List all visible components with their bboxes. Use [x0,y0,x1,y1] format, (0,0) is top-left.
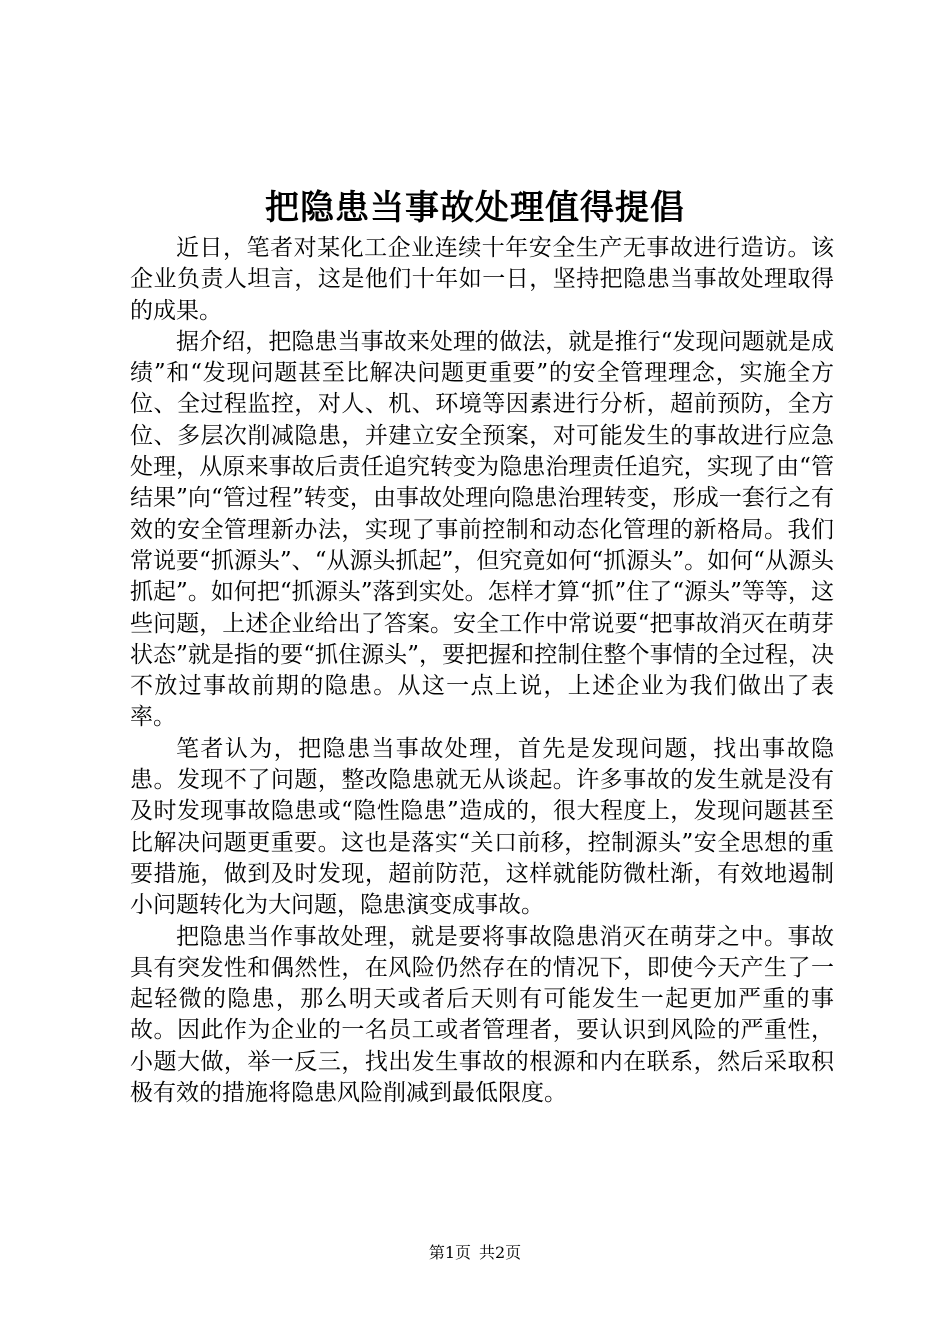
paragraph: 把隐患当作事故处理，就是要将事故隐患消灭在萌芽之中。事故具有突发性和偶然性，在风险仍然存在的情况下，即使今天产生了一起轻微的隐患，那么明天或者后天则有可能发生一起更加严重的事故。因此作为企业的一名员工或者管理者，要认识到风险的严重性，小题大做，举一反三，找出发生事故的根源和内在联系，然后采取积极有效的措施将隐患风险削减到最低限度。 [130,923,834,1107]
document-title: 把隐患当事故处理值得提倡 [265,188,685,228]
paragraph: 据介绍，把隐患当事故来处理的做法，就是推行“发现问题就是成绩”和“发现问题甚至比解决问题更重要”的安全管理理念，实施全方位、全过程监控，对人、机、环境等因素进行分析，超前预防，全方位、多层次削减隐患，并建立安全预案，对可能发生的事故进行应急处理，从原来事故后责任追究转变为隐患治理责任追究，实现了由“管结果”向“管过程”转变，由事故处理向隐患治理转变，形成一套行之有效的安全管理新办法，实现了事前控制和动态化管理的新格局。我们常说要“抓源头”、“从源头抓起”，但究竟如何“抓源头”。如何“从源头抓起”。如何把“抓源头”落到实处。怎样才算“抓”住了“源头”等等，这些问题，上述企业给出了答案。安全工作中常说要“把事故消灭在萌芽状态”就是指的要“抓住源头”，要把握和控制住整个事情的全过程，决不放过事故前期的隐患。从这一点上说，上述企业为我们做出了表率。 [130,328,834,731]
document-body [130,233,834,1109]
page-footer [0,1242,950,1264]
page-number: 第1页 [428,1243,471,1262]
paragraph: 近日，笔者对某化工企业连续十年安全生产无事故进行造访。该企业负责人坦言，这是他们十年如一日，坚持把隐患当事故处理取得的成果。 [130,235,834,324]
paragraph: 笔者认为，把隐患当事故处理，首先是发现问题，找出事故隐患。发现不了问题，整改隐患就无从谈起。许多事故的发生就是没有及时发现事故隐患或“隐性隐患”造成的，很大程度上，发现问题甚至比解决问题更重要。这也是落实“关口前移，控制源头”安全思想的重要措施，做到及时发现，超前防范，这样就能防微杜渐，有效地遏制小问题转化为大问题，隐患演变成事故。 [130,735,834,919]
page-total: 共2页 [479,1243,522,1262]
